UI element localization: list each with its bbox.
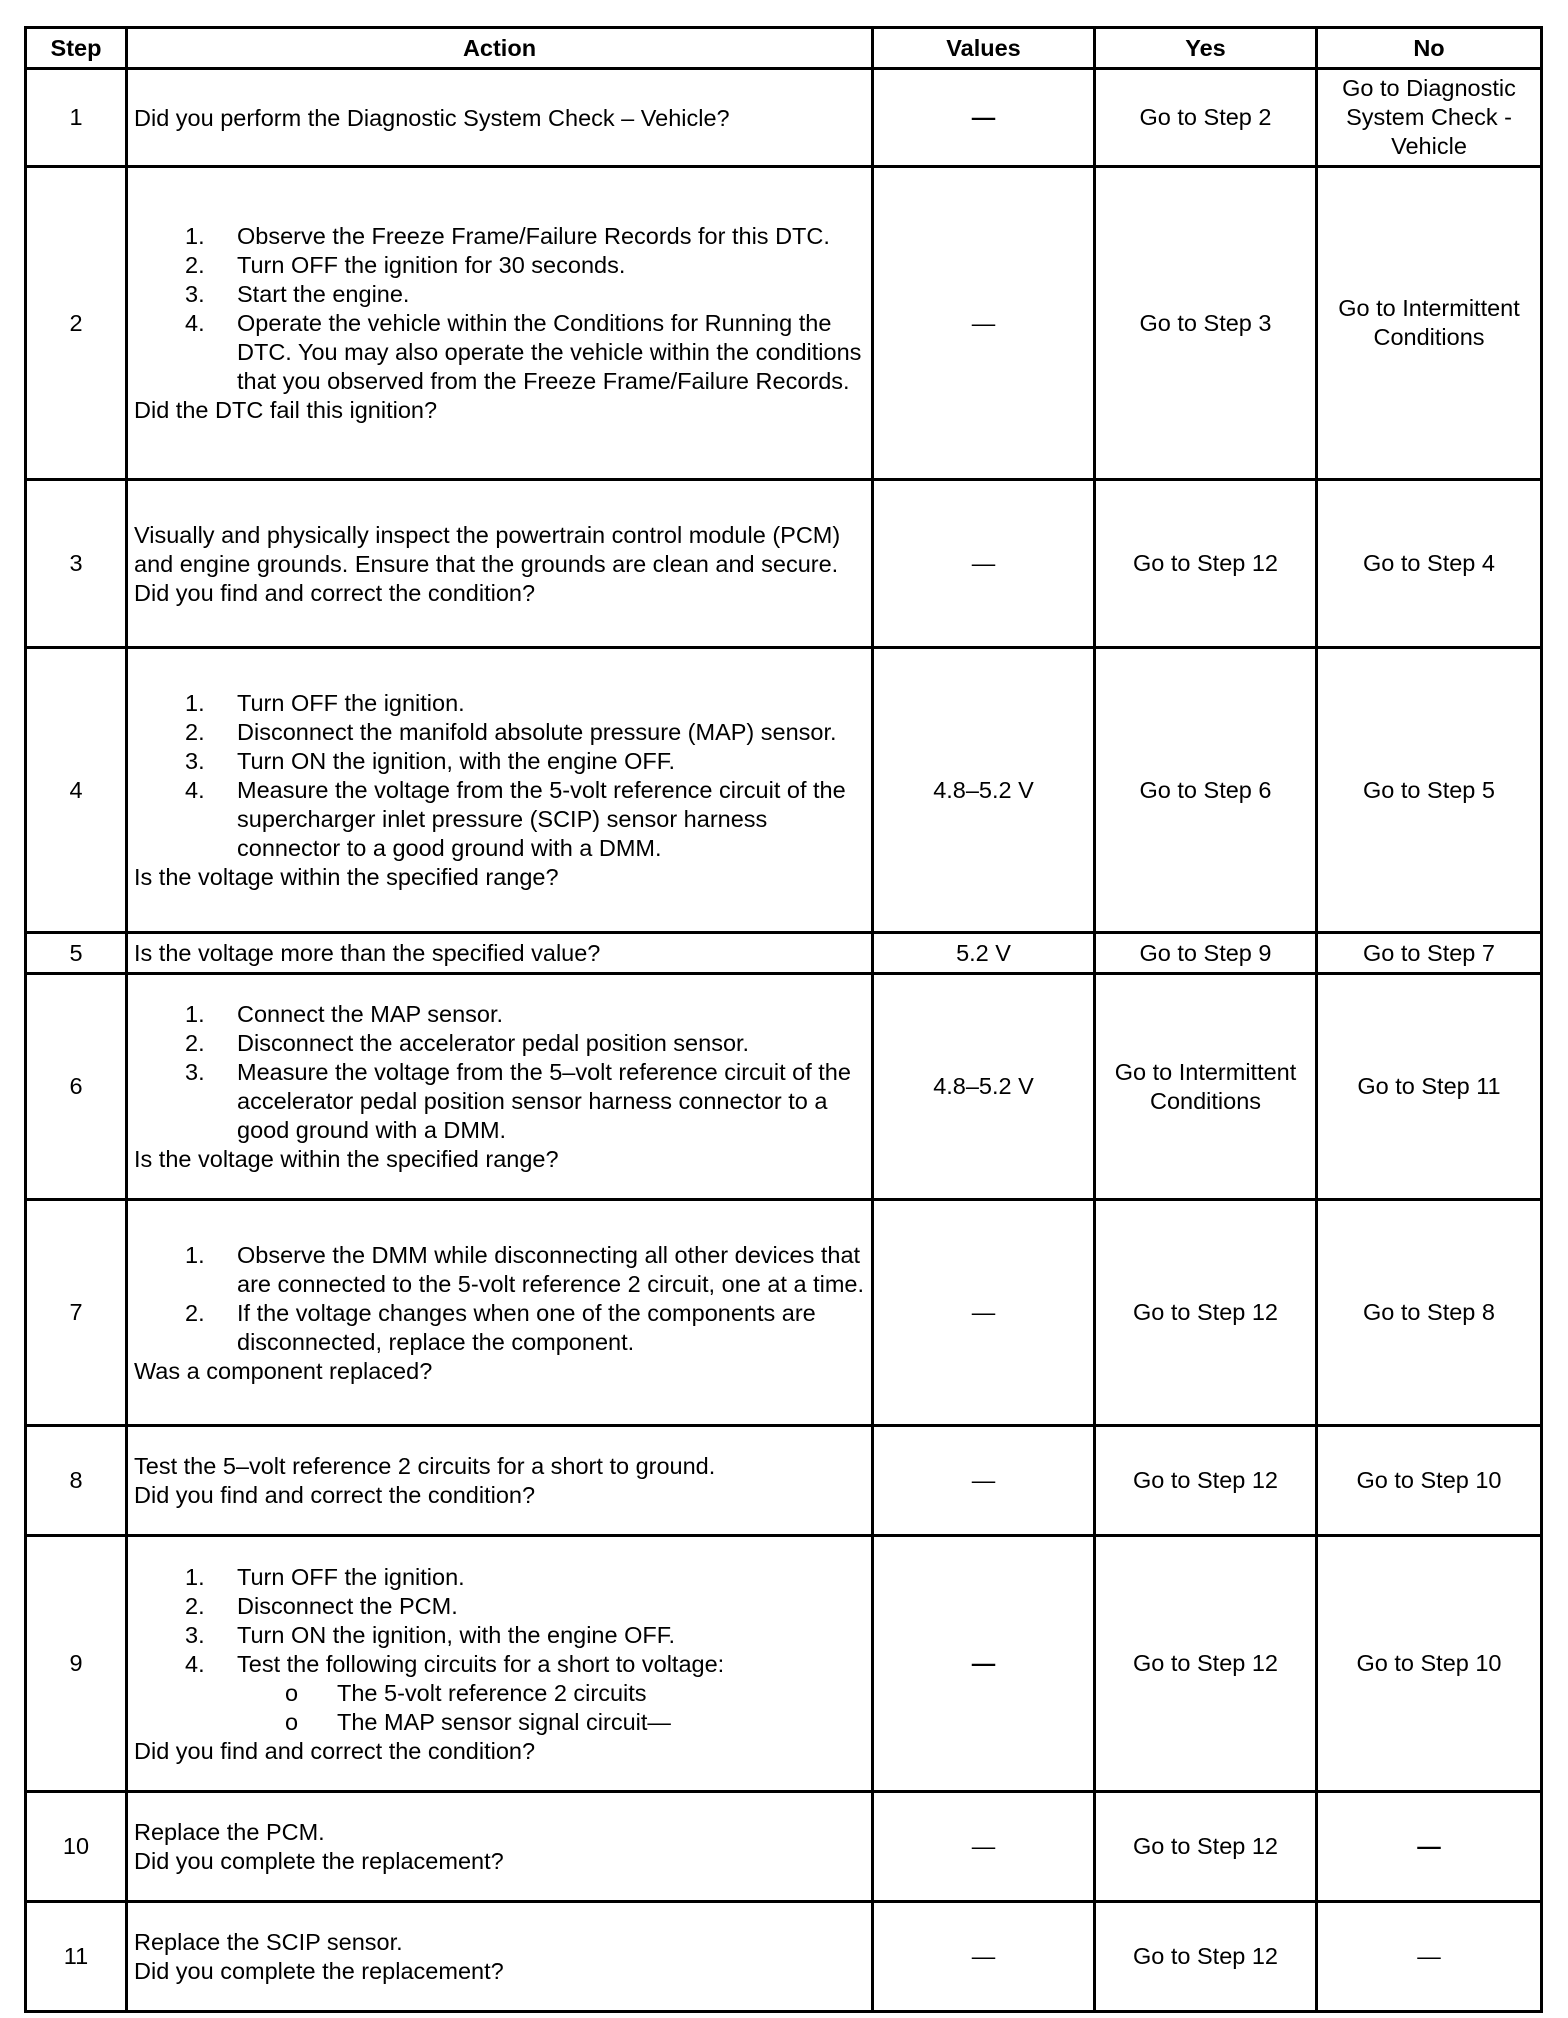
- no-cell: Go to Step 10: [1317, 1426, 1542, 1536]
- no-cell: Go to Step 8: [1317, 1200, 1542, 1426]
- action-question: Did you find and correct the condition?: [134, 1482, 536, 1508]
- action-text: Is the voltage more than the specified value?: [134, 939, 601, 966]
- step-number: 9: [26, 1536, 127, 1792]
- procedure-item: Measure the voltage from the 5–volt reference circuit of the accelerator pedal position sensor harness connector to a good ground with a DMM.: [237, 1059, 851, 1143]
- procedure-item: Connect the MAP sensor.: [237, 1001, 504, 1027]
- yes-cell: Go to Step 6: [1095, 648, 1317, 933]
- action-cell: [127, 648, 873, 933]
- yes-cell: Go to Step 12: [1095, 1536, 1317, 1792]
- table-row: [26, 1536, 1542, 1792]
- action-text: Visually and physically inspect the powertrain control module (PCM) and engine grounds. Ensure that the grounds are clean and secure.: [134, 521, 841, 577]
- no-cell: Go to Step 7: [1317, 933, 1542, 974]
- header-row: [26, 28, 1542, 69]
- procedure-item: Measure the voltage from the 5-volt reference circuit of the supercharger inlet pressure (SCIP) sensor harness connector to a good ground with a DMM.: [237, 777, 846, 861]
- action-text: Replace the PCM.: [134, 1819, 325, 1845]
- sub-list: [237, 1679, 865, 1737]
- step-number: 7: [26, 1200, 127, 1426]
- yes-cell: Go to Intermittent Conditions: [1095, 974, 1317, 1200]
- action-cell: [127, 1536, 873, 1792]
- step-number: 10: [26, 1792, 127, 1902]
- table-row: [26, 167, 1542, 480]
- values-cell: —: [873, 1536, 1095, 1792]
- no-cell: Go to Diagnostic System Check - Vehicle: [1317, 69, 1542, 167]
- action-cell: [127, 167, 873, 480]
- header-yes: Yes: [1095, 28, 1317, 69]
- step-number: 6: [26, 974, 127, 1200]
- step-number: 3: [26, 480, 127, 648]
- action-question: Is the voltage within the specified range?: [134, 1146, 559, 1172]
- procedure-list: [134, 1563, 865, 1679]
- action-text: Replace the SCIP sensor.: [134, 1929, 403, 1955]
- no-cell: Go to Step 10: [1317, 1536, 1542, 1792]
- table-row: [26, 933, 1542, 974]
- values-cell: —: [873, 480, 1095, 648]
- procedure-item: Test the following circuits for a short to voltage:: [237, 1650, 725, 1677]
- action-question: Did the DTC fail this ignition?: [134, 397, 438, 423]
- yes-cell: Go to Step 12: [1095, 1200, 1317, 1426]
- action-cell: [127, 1902, 873, 2012]
- step-number: 11: [26, 1902, 127, 2012]
- sub-item: o The 5-volt reference 2 circuits: [337, 1679, 865, 1708]
- action-cell: [127, 1426, 873, 1536]
- action-question: Did you complete the replacement?: [134, 1958, 504, 1984]
- action-text: Test the 5–volt reference 2 circuits for a short to ground.: [134, 1453, 716, 1479]
- sub-item: o The MAP sensor signal circuit—: [337, 1708, 865, 1737]
- table-row: [26, 974, 1542, 1200]
- values-cell: 4.8–5.2 V: [873, 974, 1095, 1200]
- header-step: Step: [26, 28, 127, 69]
- procedure-item: Observe the Freeze Frame/Failure Records for this DTC.: [237, 223, 830, 249]
- values-cell: —: [873, 69, 1095, 167]
- values-cell: —: [873, 167, 1095, 480]
- yes-cell: Go to Step 12: [1095, 1792, 1317, 1902]
- yes-cell: Go to Step 9: [1095, 933, 1317, 974]
- values-cell: —: [873, 1200, 1095, 1426]
- action-cell: [127, 480, 873, 648]
- header-action: Action: [127, 28, 873, 69]
- action-question: Is the voltage within the specified range?: [134, 864, 559, 890]
- table-row: [26, 1200, 1542, 1426]
- yes-cell: Go to Step 12: [1095, 480, 1317, 648]
- table-row: [26, 1792, 1542, 1902]
- action-cell: [127, 69, 873, 167]
- values-cell: —: [873, 1426, 1095, 1536]
- no-cell: —: [1317, 1792, 1542, 1902]
- step-number: 5: [26, 933, 127, 974]
- procedure-item: Disconnect the PCM.: [237, 1592, 458, 1619]
- action-cell: [127, 1200, 873, 1426]
- no-cell: Go to Step 11: [1317, 974, 1542, 1200]
- no-cell: Go to Intermittent Conditions: [1317, 167, 1542, 480]
- step-number: 4: [26, 648, 127, 933]
- procedure-item: Observe the DMM while disconnecting all other devices that are connected to the 5-volt reference 2 circuit, one at a time.: [237, 1241, 865, 1297]
- yes-cell: Go to Step 3: [1095, 167, 1317, 480]
- diagnostic-table: [24, 26, 1543, 2013]
- step-number: 2: [26, 167, 127, 480]
- header-no: No: [1317, 28, 1542, 69]
- procedure-list: [134, 222, 865, 396]
- procedure-item: Turn OFF the ignition.: [237, 1563, 465, 1590]
- action-text: Did you perform the Diagnostic System Check – Vehicle?: [134, 104, 730, 131]
- no-cell: —: [1317, 1902, 1542, 2012]
- action-question: Did you find and correct the condition?: [134, 579, 536, 606]
- table-row: [26, 648, 1542, 933]
- procedure-item: Operate the vehicle within the Conditions for Running the DTC. You may also operate the vehicle within the conditions that you observed from the Freeze Frame/Failure Records.: [237, 310, 862, 394]
- action-question: Did you complete the replacement?: [134, 1848, 504, 1874]
- action-question: Was a component replaced?: [134, 1357, 433, 1384]
- table-row: [26, 1426, 1542, 1536]
- procedure-item: Start the engine.: [237, 281, 410, 307]
- procedure-item: Disconnect the manifold absolute pressure (MAP) sensor.: [237, 719, 837, 745]
- header-values: Values: [873, 28, 1095, 69]
- procedure-item: Turn OFF the ignition for 30 seconds.: [237, 252, 626, 278]
- values-cell: 4.8–5.2 V: [873, 648, 1095, 933]
- procedure-list: [134, 1000, 865, 1145]
- table-row: [26, 69, 1542, 167]
- procedure-item: If the voltage changes when one of the components are disconnected, replace the component.: [237, 1299, 816, 1355]
- procedure-item: Disconnect the accelerator pedal position sensor.: [237, 1030, 750, 1056]
- procedure-item: Turn OFF the ignition.: [237, 690, 465, 716]
- values-cell: —: [873, 1792, 1095, 1902]
- procedure-item: Turn ON the ignition, with the engine OFF.: [237, 748, 676, 774]
- action-cell: [127, 974, 873, 1200]
- table-row: [26, 480, 1542, 648]
- yes-cell: Go to Step 2: [1095, 69, 1317, 167]
- values-cell: —: [873, 1902, 1095, 2012]
- action-cell: [127, 933, 873, 974]
- step-number: 1: [26, 69, 127, 167]
- values-cell: 5.2 V: [873, 933, 1095, 974]
- no-cell: Go to Step 5: [1317, 648, 1542, 933]
- action-question: Did you find and correct the condition?: [134, 1737, 536, 1764]
- procedure-item: Turn ON the ignition, with the engine OFF.: [237, 1621, 676, 1648]
- yes-cell: Go to Step 12: [1095, 1426, 1317, 1536]
- procedure-list: [134, 1241, 865, 1357]
- yes-cell: Go to Step 12: [1095, 1902, 1317, 2012]
- action-cell: [127, 1792, 873, 1902]
- procedure-list: [134, 689, 865, 863]
- no-cell: Go to Step 4: [1317, 480, 1542, 648]
- step-number: 8: [26, 1426, 127, 1536]
- table-row: [26, 1902, 1542, 2012]
